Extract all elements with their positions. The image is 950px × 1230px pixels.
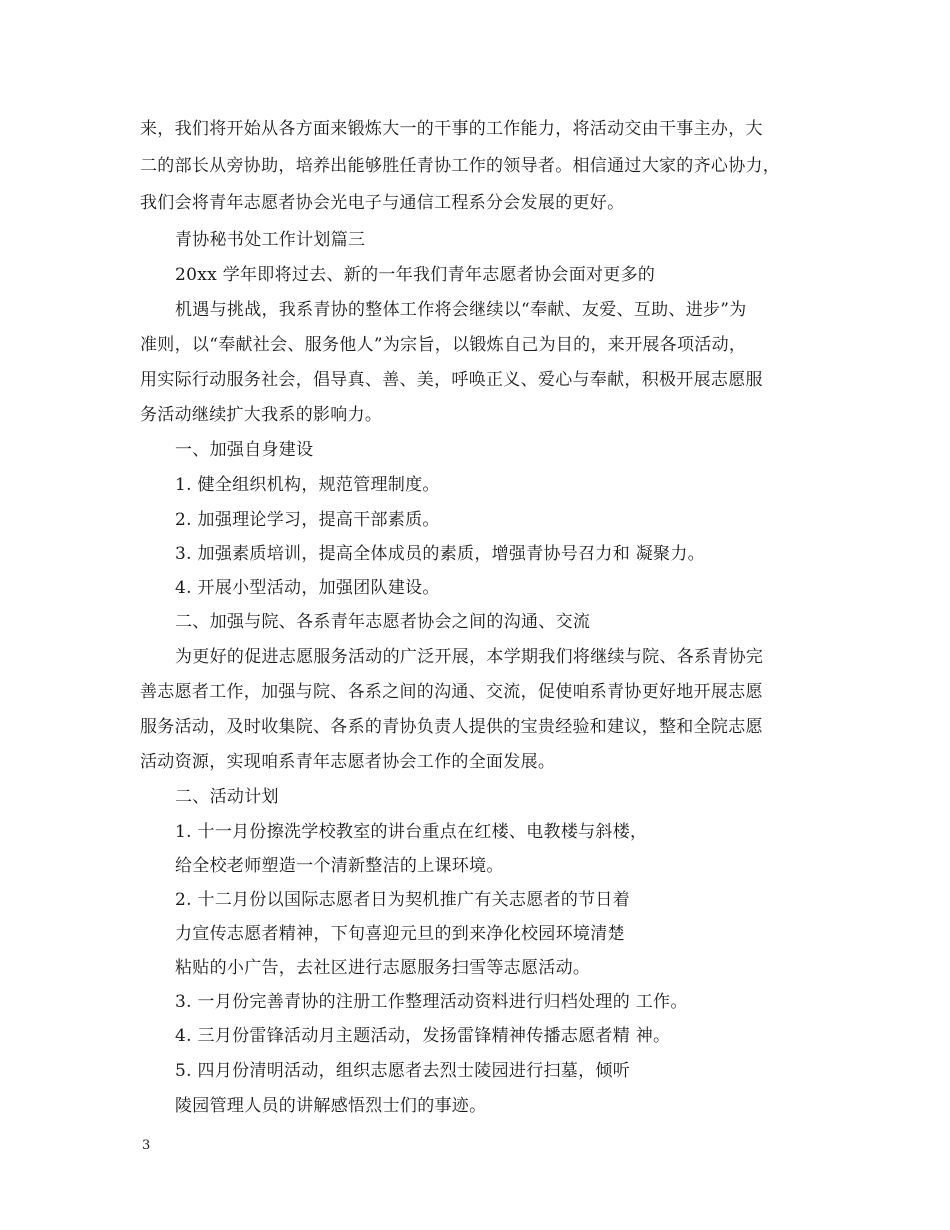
- list-item: 4. 开展小型活动，加强团队建设。: [175, 578, 440, 598]
- text-line: 机遇与挑战，我系青协的整体工作将会继续以“奉献、友爱、互助、进步”为: [175, 300, 747, 320]
- section-heading: 一、加强自身建设: [175, 440, 314, 460]
- list-item: 3. 加强素质培训，提高全体成员的素质，增强青协号召力和 凝聚力。: [175, 544, 705, 564]
- list-item: 1. 健全组织机构，规范管理制度。: [175, 475, 440, 495]
- text-line: 善志愿者工作，加强与院、各系之间的沟通、交流，促使咱系青协更好地开展志愿: [140, 682, 763, 702]
- section-heading: 二、加强与院、各系青年志愿者协会之间的沟通、交流: [175, 612, 591, 632]
- text-line: 二的部长从旁协助，培养出能够胜任青协工作的领导者。相信通过大家的齐心协力，: [140, 156, 781, 176]
- list-item: 4. 三月份雷锋活动月主题活动，发扬雷锋精神传播志愿者精 神。: [175, 1026, 671, 1046]
- list-item: 3. 一月份完善青协的注册工作整理活动资料进行归档处理的 工作。: [175, 992, 688, 1012]
- text-line: 活动资源，实现咱系青年志愿者协会工作的全面发展。: [140, 752, 556, 772]
- text-line: 来，我们将开始从各方面来锻炼大一的干事的工作能力，将活动交由干事主办，大: [140, 119, 763, 139]
- text-line: 我们会将青年志愿者协会光电子与通信工程系分会发展的更好。: [140, 193, 625, 213]
- text-line: 粘贴的小广告，去社区进行志愿服务扫雪等志愿活动。: [175, 958, 591, 978]
- text-line: 为更好的促进志愿服务活动的广泛开展，本学期我们将继续与院、各系青协完: [175, 647, 764, 667]
- text-line: 用实际行动服务社会，倡导真、善、美，呼唤正义、爱心与奉献，积极开展志愿服: [140, 370, 763, 390]
- text-line: 20xx 学年即将过去、新的一年我们青年志愿者协会面对更多的: [175, 265, 656, 285]
- text-line: 给全校老师塑造一个清新整洁的上课环境。: [175, 856, 504, 876]
- list-item: 1. 十一月份擦洗学校教室的讲台重点在红楼、电教楼与斜楼，: [175, 822, 648, 842]
- list-item: 5. 四月份清明活动，组织志愿者去烈士陵园进行扫墓，倾听: [175, 1061, 631, 1081]
- text-line: 陵园管理人员的讲解感悟烈士们的事迹。: [175, 1096, 487, 1116]
- list-item: 2. 十二月份以国际志愿者日为契机推广有关志愿者的节日着: [175, 890, 631, 910]
- text-line: 服务活动，及时收集院、各系的青协负责人提供的宝贵经验和建议，整和全院志愿: [140, 717, 763, 737]
- list-item: 2. 加强理论学习，提高干部素质。: [175, 510, 440, 530]
- section-heading: 二、活动计划: [175, 787, 279, 807]
- text-line: 务活动继续扩大我系的影响力。: [140, 405, 383, 425]
- text-line: 准则，以“奉献社会、服务他人”为宗旨，以锻炼自己为目的，来开展各项活动，: [140, 335, 747, 355]
- page-number: 3: [142, 1138, 151, 1153]
- text-line: 力宣传志愿者精神，下旬喜迎元旦的到来净化校园环境清楚: [175, 924, 625, 944]
- section-heading: 青协秘书处工作计划篇三: [175, 230, 366, 250]
